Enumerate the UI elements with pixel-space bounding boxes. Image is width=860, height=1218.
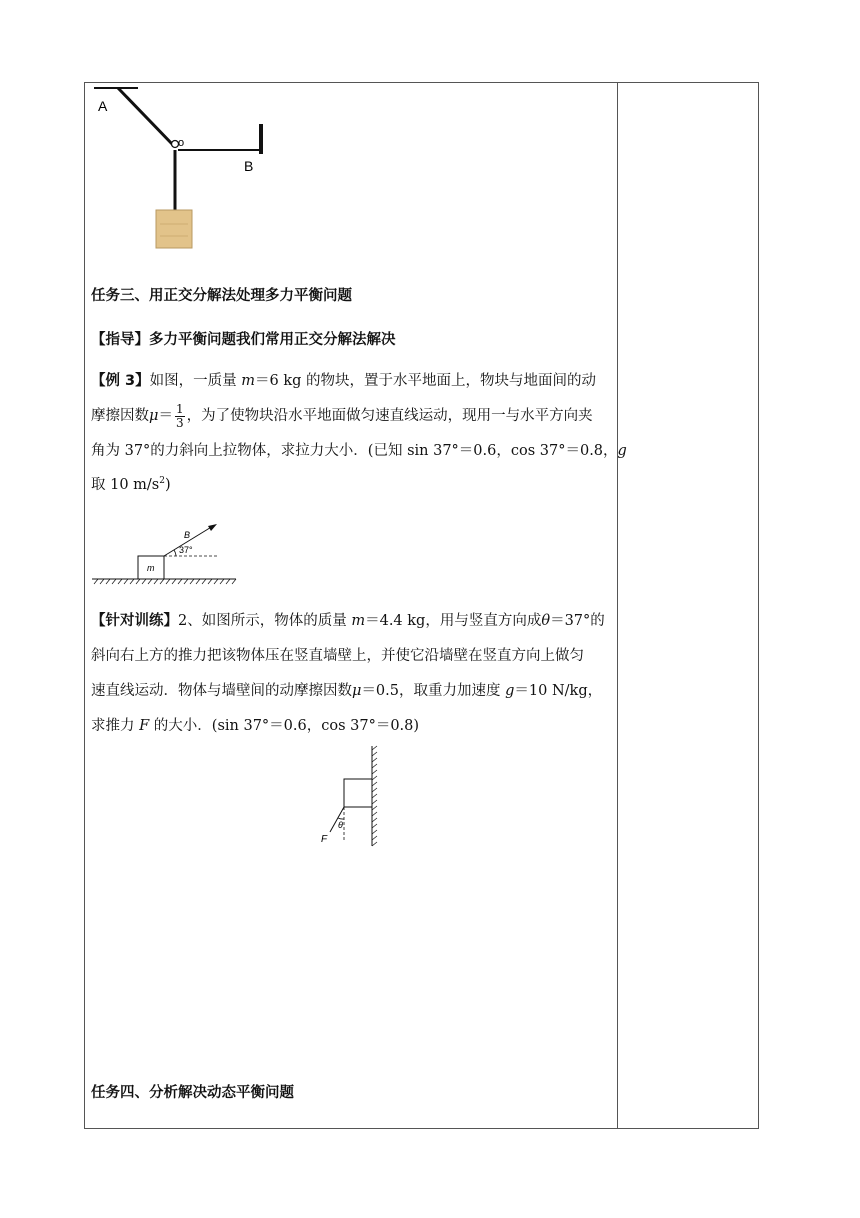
var-mu: μ xyxy=(352,683,362,699)
label-angle: 37° xyxy=(179,545,193,555)
training2-text: 求推力 xyxy=(91,718,140,734)
var-m: m xyxy=(241,373,255,389)
block-on-wall xyxy=(344,779,372,807)
training2-text: ＝4.4 kg，用与竖直方向成 xyxy=(365,613,542,629)
example3-text: 角为 37°的力斜向上拉物体，求拉力大小．(已知 sin 37°＝0.6，cos 37°＝0.8， xyxy=(91,443,618,459)
table-column-divider xyxy=(617,82,618,1129)
label-b: B xyxy=(244,158,254,174)
hanging-block xyxy=(156,210,192,248)
ground-hatch xyxy=(94,579,236,584)
label-o: o xyxy=(178,137,185,149)
superscript: 2 xyxy=(159,476,165,486)
training2-text: ＝37°的 xyxy=(550,613,605,629)
var-theta: θ xyxy=(541,613,551,629)
guide-tag: 【指导】 xyxy=(91,332,149,348)
example3-text: ) xyxy=(164,476,171,493)
equals-sign: ＝ xyxy=(158,408,173,424)
fraction-numerator: 1 xyxy=(175,401,184,416)
label-b: B xyxy=(184,530,191,540)
diagram-hanging-block xyxy=(90,84,290,254)
var-g: g xyxy=(505,683,515,699)
training2-tag: 【针对训练】 xyxy=(91,613,178,629)
angle-arc xyxy=(174,550,176,556)
training2-text: 的大小．(sin 37°＝0.6，cos 37°＝0.8) xyxy=(149,718,420,734)
label-a: A xyxy=(98,98,108,114)
label-f: F xyxy=(321,834,328,845)
guide-line xyxy=(91,330,613,350)
var-m: m xyxy=(351,613,366,629)
force-arrow-head xyxy=(208,524,217,531)
var-g: g xyxy=(617,443,627,459)
training2-text: ＝0.5，取重力加速度 xyxy=(361,683,506,699)
fraction-denominator: 3 xyxy=(175,415,184,430)
diagram-wall-block xyxy=(318,744,384,850)
task4-heading: 任务四、分析解决动态平衡问题 xyxy=(91,1085,294,1101)
example3-text: ＝6 kg 的物块，置于水平地面上，物块与地面间的动 xyxy=(255,373,597,389)
training2-text: 斜向右上方的推力把该物体压在竖直墙壁上，并使它沿墙壁在竖直方向上做匀 xyxy=(91,648,584,664)
angle-arc xyxy=(338,818,344,819)
var-mu: μ xyxy=(149,408,159,424)
var-f: F xyxy=(139,718,150,734)
label-theta: θ xyxy=(338,820,343,830)
example3-text: ，为了使物块沿水平地面做匀速直线运动，现用一与水平方向夹 xyxy=(186,408,593,424)
wall-hatch xyxy=(372,746,377,846)
task3-heading: 任务三、用正交分解法处理多力平衡问题 xyxy=(91,288,352,304)
training2-text: 2、如图所示，物体的质量 xyxy=(178,613,352,629)
example3-text: 如图，一质量 xyxy=(149,373,242,389)
diagram-pulled-block xyxy=(90,520,240,590)
training2-text: ＝10 N/kg， xyxy=(514,683,603,699)
example3-text: 摩擦因数 xyxy=(91,408,149,424)
training2-paragraph xyxy=(91,604,613,744)
guide-text: 多力平衡问题我们常用正交分解法解决 xyxy=(149,332,396,348)
rope-oa xyxy=(118,88,174,146)
training2-text: 速直线运动．物体与墙壁间的动摩擦因数 xyxy=(91,683,352,699)
example3-tag: 【例 3】 xyxy=(91,373,150,389)
label-m: m xyxy=(147,563,155,573)
fraction-one-third xyxy=(175,403,185,430)
example3-text: 取 10 m/s xyxy=(91,476,160,493)
example3-paragraph xyxy=(91,364,627,493)
